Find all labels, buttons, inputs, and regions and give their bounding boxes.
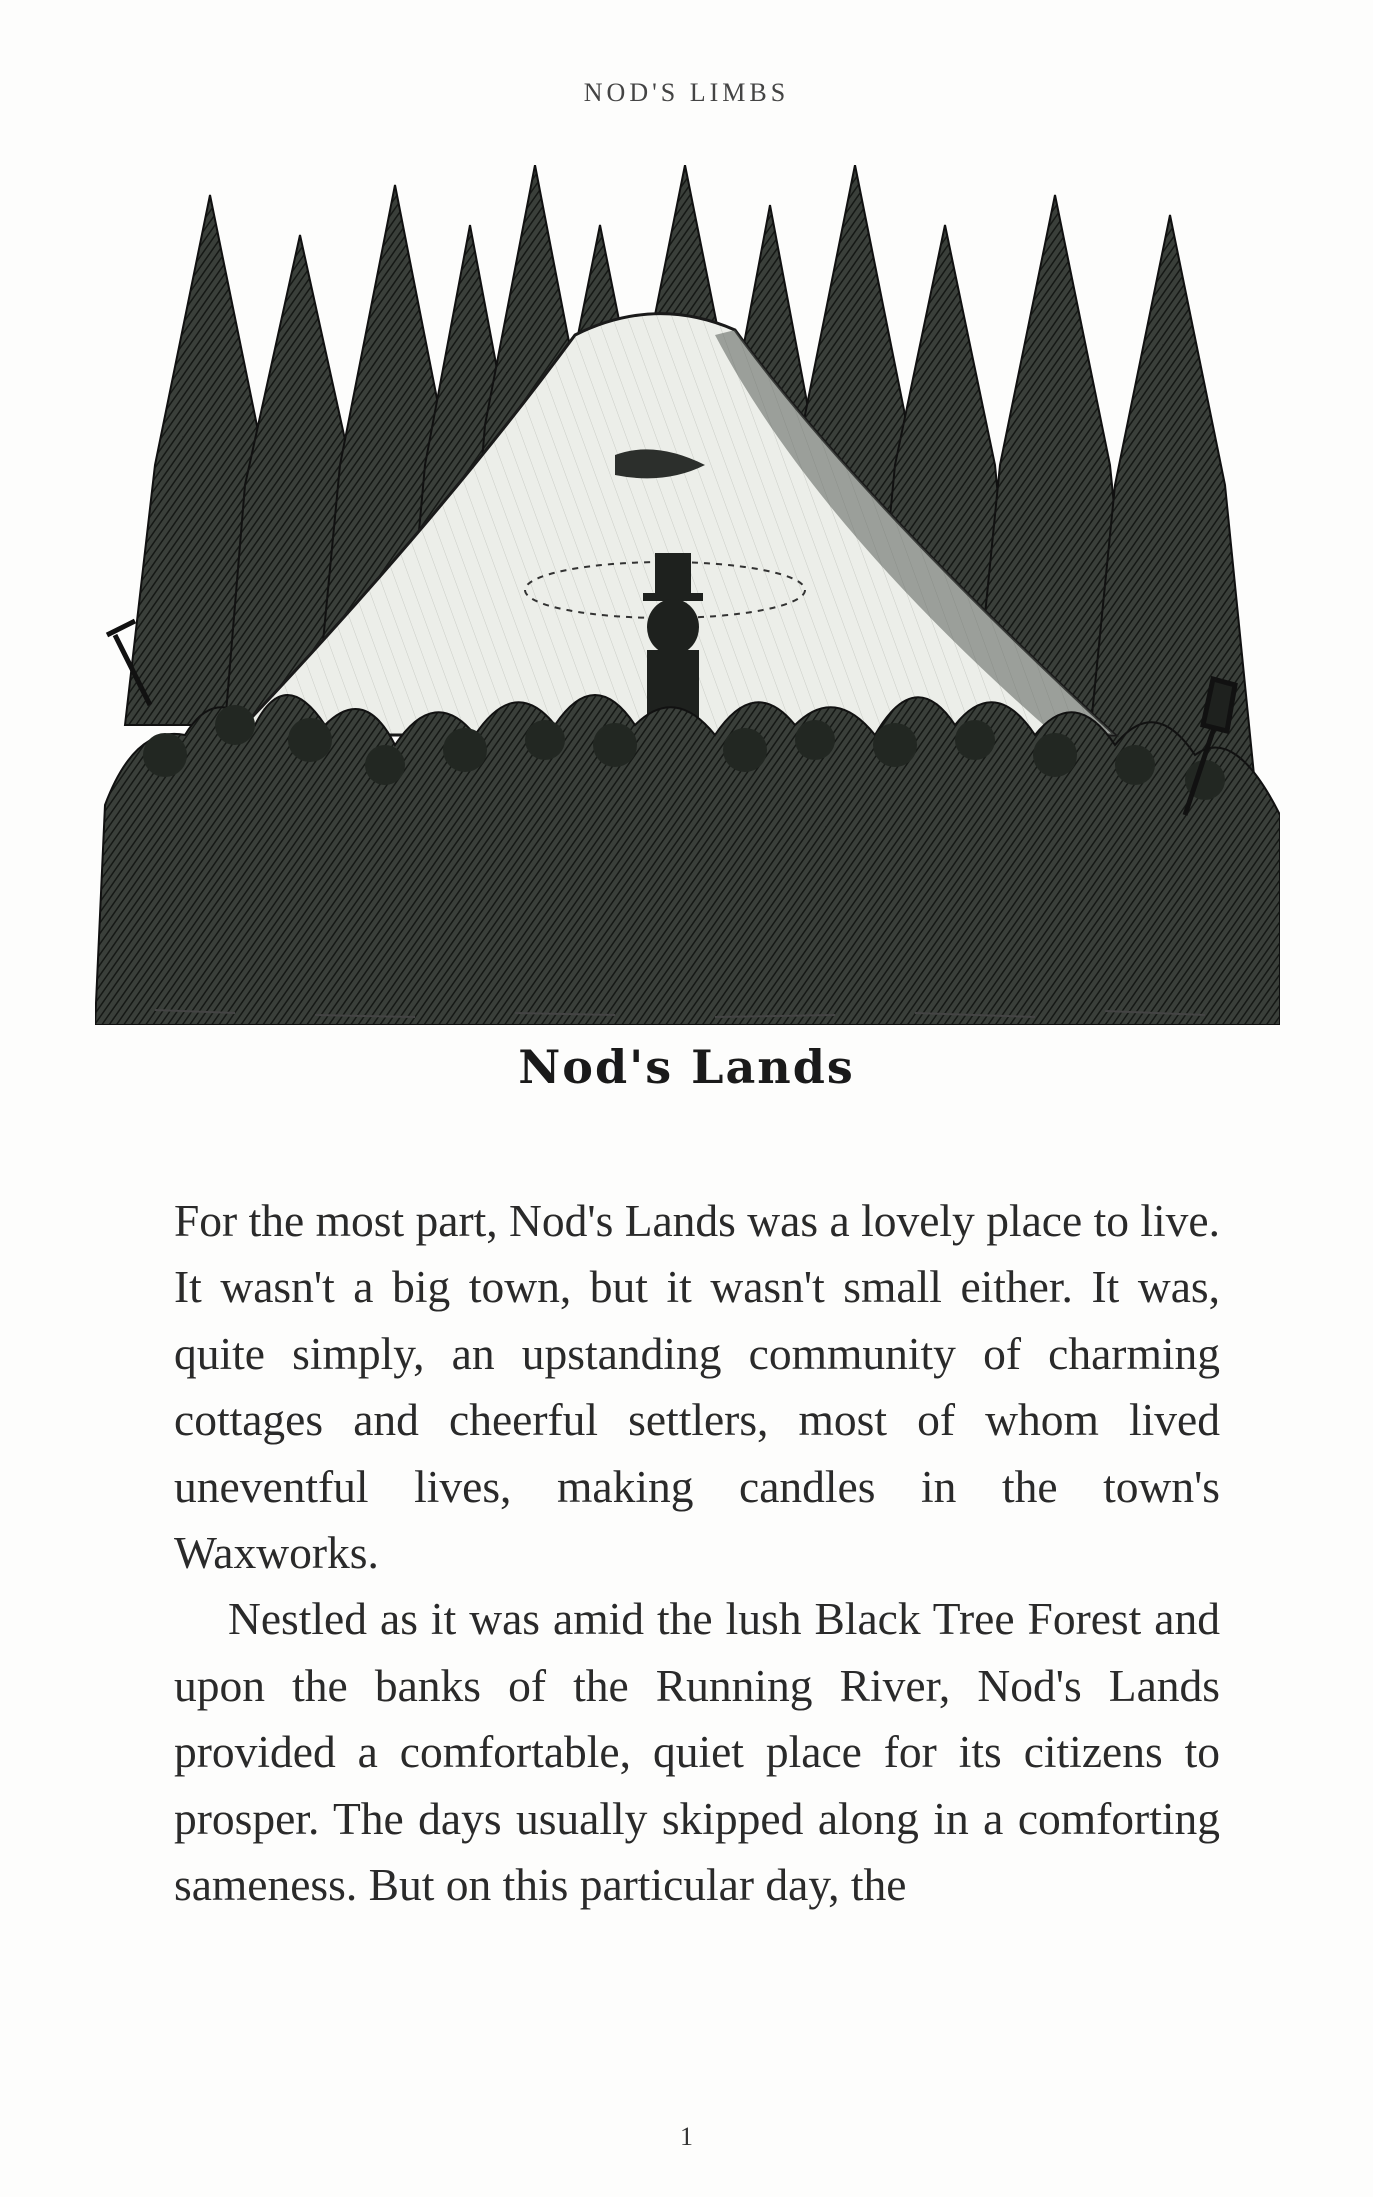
paragraph: Nestled as it was amid the lush Black Tree Forest and upon the banks of the Running River, Nod's Lands provided a comfortable, quiet place for its citizens to prosper. The days usually skipped along in a comforting sameness. But on this particular day, the: [174, 1593, 1220, 1911]
crowd: [95, 695, 1280, 1025]
paragraph: For the most part, Nod's Lands was a lovely place to live. It wasn't a big town, but it wasn't small either. It was, quite simply, an upstanding community of charming cottages and cheerful settlers, most of whom lived uneventful lives, making candles in the town's Waxworks.: [174, 1195, 1220, 1579]
chapter-title: Nod's Lands: [518, 1040, 855, 1094]
page-number: 1: [680, 2122, 693, 2151]
body-text: [174, 1188, 1220, 1918]
running-head: NOD'S LIMBS: [583, 78, 790, 107]
chapter-illustration: [95, 165, 1280, 1025]
